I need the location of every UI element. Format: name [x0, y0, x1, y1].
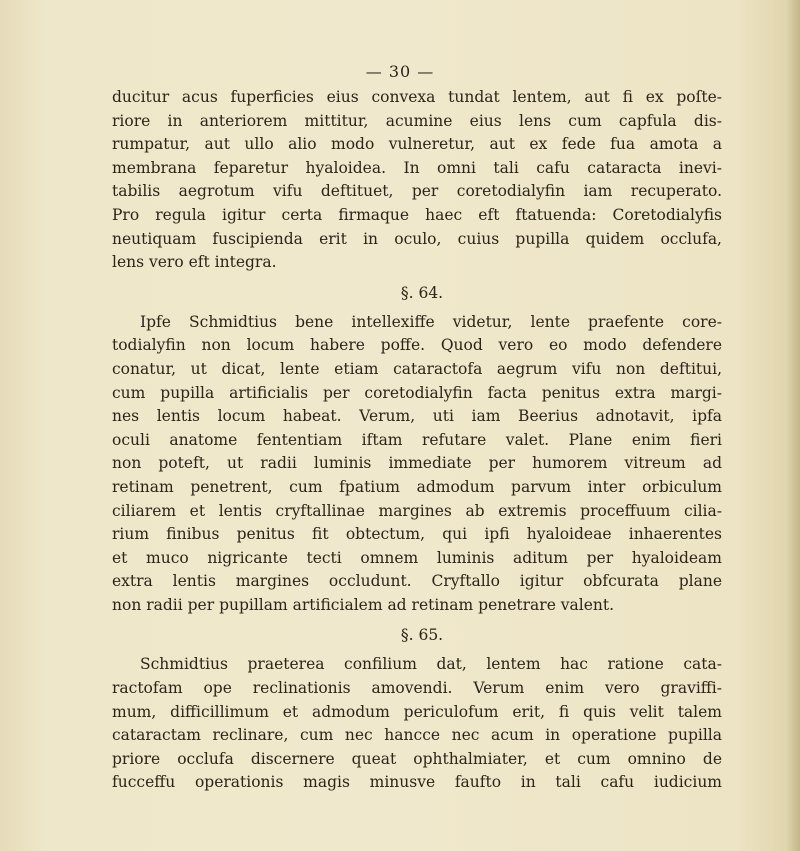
text-line: rium finibus penitus fit obtectum, qui ipfi hyaloideae inhaerentes	[112, 525, 722, 544]
text-line: priore occlufa discernere queat ophthalmiater, et cum omnino de	[112, 749, 722, 768]
text-line: extra lentis margines occludunt. Cryftallo igitur obfcurata plane	[112, 572, 722, 591]
text-line: fucceffu operationis magis minusve faufto in tali cafu iudicium	[112, 773, 722, 792]
text-line: non poteft, ut radii luminis immediate per humorem vitreum ad	[112, 454, 722, 473]
text-line: todialyfin non locum habere poffe. Quod vero eo modo defendere	[112, 336, 722, 355]
text-line: cum pupilla artificialis per coretodialyfin facta penitus extra margi-	[112, 383, 722, 402]
text-line: non radii per pupillam artificialem ad retinam penetrare valent.	[112, 595, 615, 614]
page-number: — 30 —	[365, 62, 435, 81]
text-line: oculi anatome fententiam iftam refutare valet. Plane enim fieri	[112, 430, 722, 449]
paragraph-1	[112, 86, 722, 275]
text-line: Ipfe Schmidtius bene intellexiffe videtur, lente praefente core-	[140, 312, 722, 331]
text-line: ractofam ope reclinationis amovendi. Verum enim vero graviffi-	[112, 679, 722, 698]
text-line: Pro regula igitur certa firmaque haec eft ftatuenda: Coretodialyfis	[112, 205, 722, 224]
text-line: conatur, ut dicat, lente etiam cataractofa aegrum vifu non deftitui,	[112, 359, 722, 378]
text-line: ciliarem et lentis cryftallinae margines ab extremis proceffuum cilia-	[112, 501, 722, 520]
text-line: tabilis aegrotum vifu deftituet, per coretodialyfin iam recuperato.	[112, 182, 722, 201]
text-line: ducitur acus fuperficies eius convexa tundat lentem, aut fi ex poſte-	[112, 88, 722, 106]
text-line: riore in anteriorem mittitur, acumine eius lens cum capfula dis-	[112, 111, 722, 130]
text-line: cataractam reclinare, cum nec hancce nec acum in operatione pupilla	[112, 726, 722, 745]
text-line: retinam penetrent, cum fpatium admodum parvum inter orbiculum	[112, 477, 722, 496]
section-heading-65: §. 65.	[400, 626, 444, 645]
text-line: membrana feparetur hyaloidea. In omni tali cafu cataracta inevi-	[112, 158, 722, 177]
text-line: neutiquam fuscipienda erit in oculo, cuius pupilla quidem occlufa,	[112, 229, 722, 248]
text-line: et muco nigricante tecti omnem luminis aditum per hyaloideam	[112, 548, 722, 567]
text-line: rumpatur, aut ullo alio modo vulneretur, aut ex fede fua amota a	[112, 135, 722, 154]
page-edge-shadow	[786, 0, 800, 851]
paragraph-2	[112, 311, 722, 618]
paragraph-3	[112, 653, 722, 795]
section-heading-64: §. 64.	[400, 283, 444, 302]
text-line: mum, difficillimum et admodum periculofum erit, fi quis velit talem	[112, 702, 722, 721]
text-line: lens vero eft integra.	[112, 253, 277, 272]
body-text	[112, 86, 722, 795]
text-line: nes lentis locum habeat. Verum, uti iam Beerius adnotavit, ipfa	[112, 407, 722, 426]
text-line: Schmidtius praeterea confilium dat, lentem hac ratione cata-	[140, 655, 722, 674]
